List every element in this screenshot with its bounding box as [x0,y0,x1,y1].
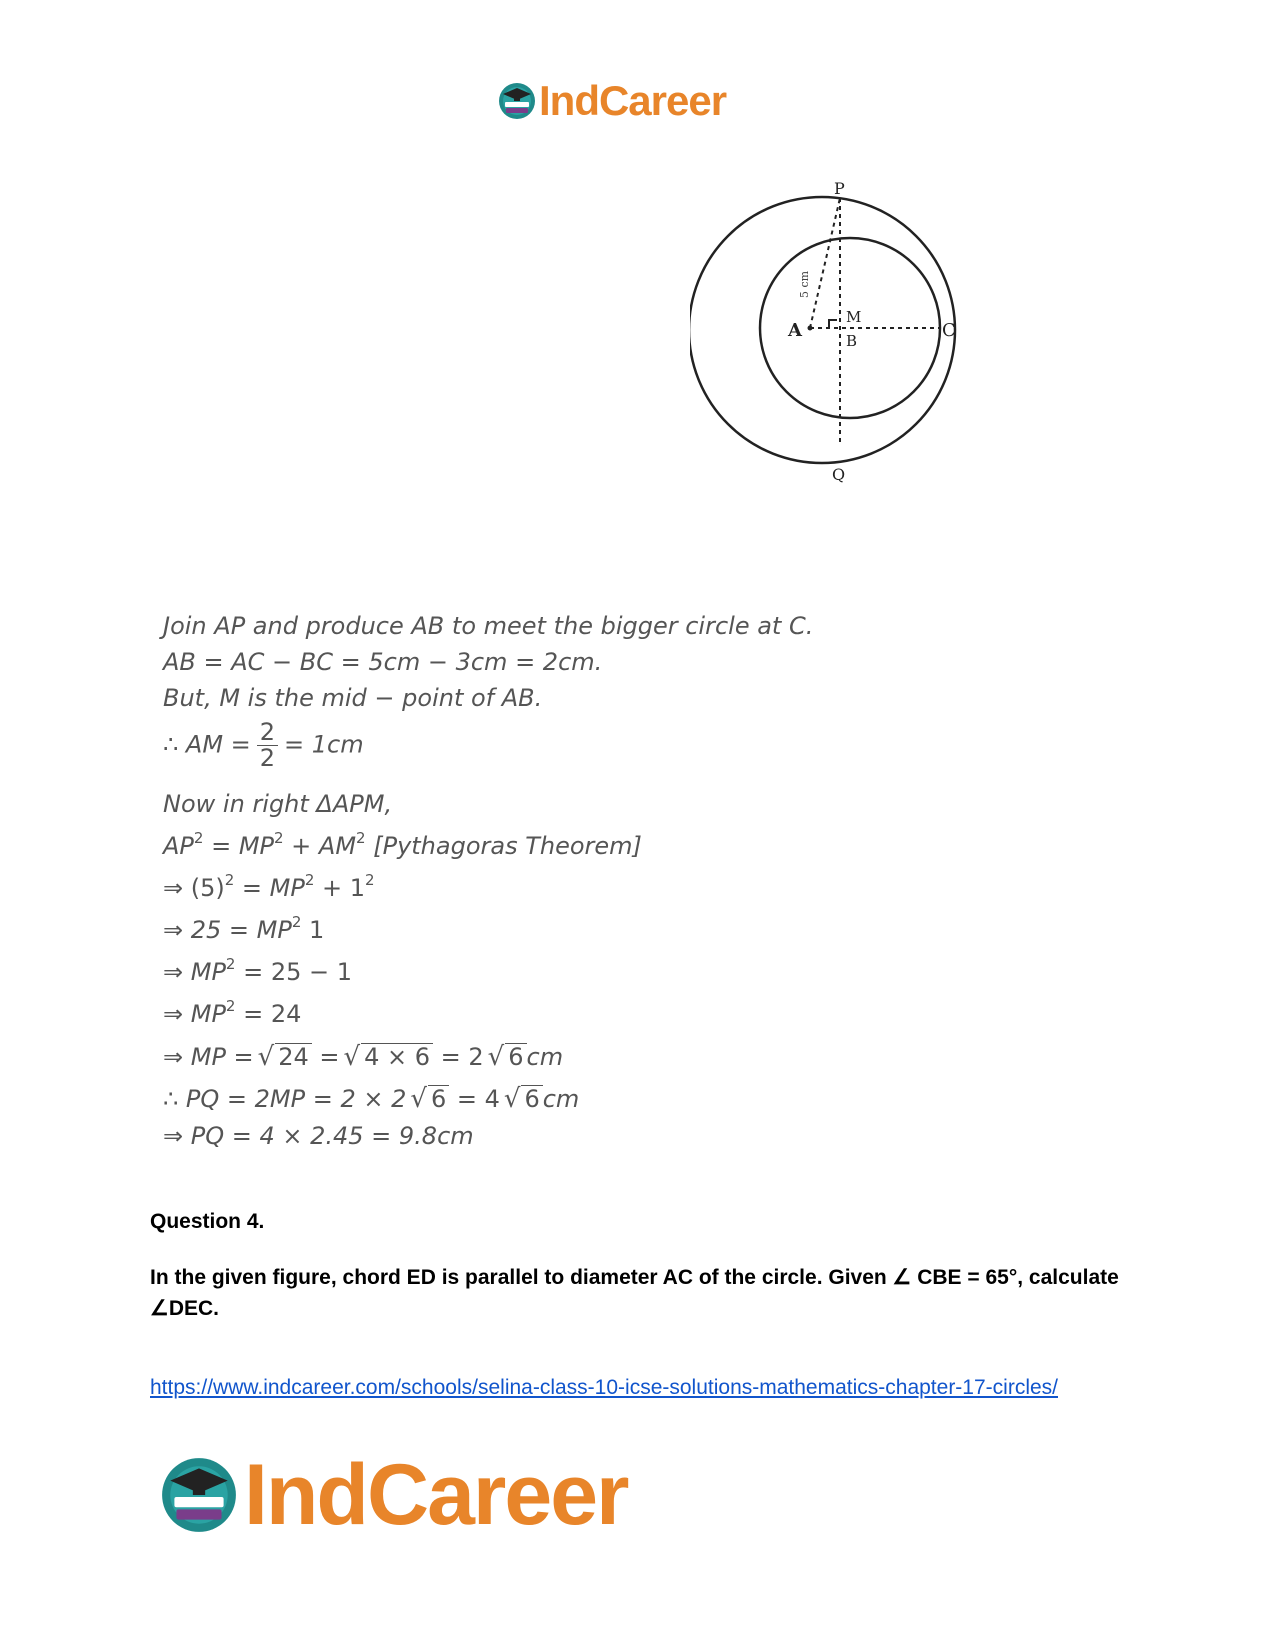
question-text: In the given figure, chord ED is parallel to diameter AC of the circle. Given ∠ CBE = 65°, calculate ∠DEC. [150,1266,1119,1320]
solution-line-step1: ⇒ $(5)^2 = MP^2 + 1^2$ [163,871,375,902]
label-a: A [788,320,802,341]
solution-line-pythagoras: $AP^2 = MP^2 + AM^2$ [Pythagoras Theorem] [163,829,642,860]
label-radius: 5 cm [798,270,811,298]
graduation-cap-books-icon [497,81,537,121]
brand-logo-bottom [158,1447,628,1543]
solution-line-step4: ⇒ $MP^2 = 24$ [163,997,302,1028]
solution-line-2: AB = AC − BC = 5cm − 3cm = 2cm. [163,648,603,676]
segment-ap [810,198,840,328]
solution-line-step7: ⇒ PQ = 4 × 2.45 = 9.8cm [163,1122,474,1150]
brand-name: IndCareer [539,77,727,124]
label-q: Q [832,465,846,484]
solution-line-now: Now in right ΔAPM, [163,790,393,818]
graduation-cap-books-icon [158,1454,240,1536]
concentric-circles-figure [690,180,1020,510]
fraction: $\frac{2}{2}$ [257,720,278,771]
center-a-dot [808,326,813,331]
solution-line-step2: ⇒ $25 = MP^2$ 1 [163,913,325,944]
solution-line-3: But, M is the mid − point of AB. [163,684,543,712]
right-angle-mark [829,320,837,328]
solution-line-step5: ⇒ MP = √ 24 = √ 4 × 6 = 2 √ 6 cm [163,1042,564,1072]
question-label: Question 4. [150,1210,265,1233]
brand-logo-top [497,77,727,124]
solution-line-am: ∴ AM = $\frac{2}{2}$ = 1cm [163,718,364,773]
label-m: M [846,308,862,326]
solution-line-step6: ∴ PQ = 2MP = 2 × 2 √ 6 = 4 √ 6 cm [163,1084,580,1114]
source-link[interactable]: https://www.indcareer.com/schools/selina-class-10-icse-solutions-mathematics-chapter-17-circles/ [150,1376,1058,1399]
solution-line-step3: ⇒ $MP^2 = 25 - 1$ [163,955,353,986]
solution-line-1: Join AP and produce AB to meet the bigger circle at C. [163,612,814,640]
label-p: P [834,180,845,198]
bigger-circle [690,197,955,463]
label-b: B [846,332,858,350]
label-c: C [942,320,956,341]
brand-name: IndCareer [244,1447,628,1543]
